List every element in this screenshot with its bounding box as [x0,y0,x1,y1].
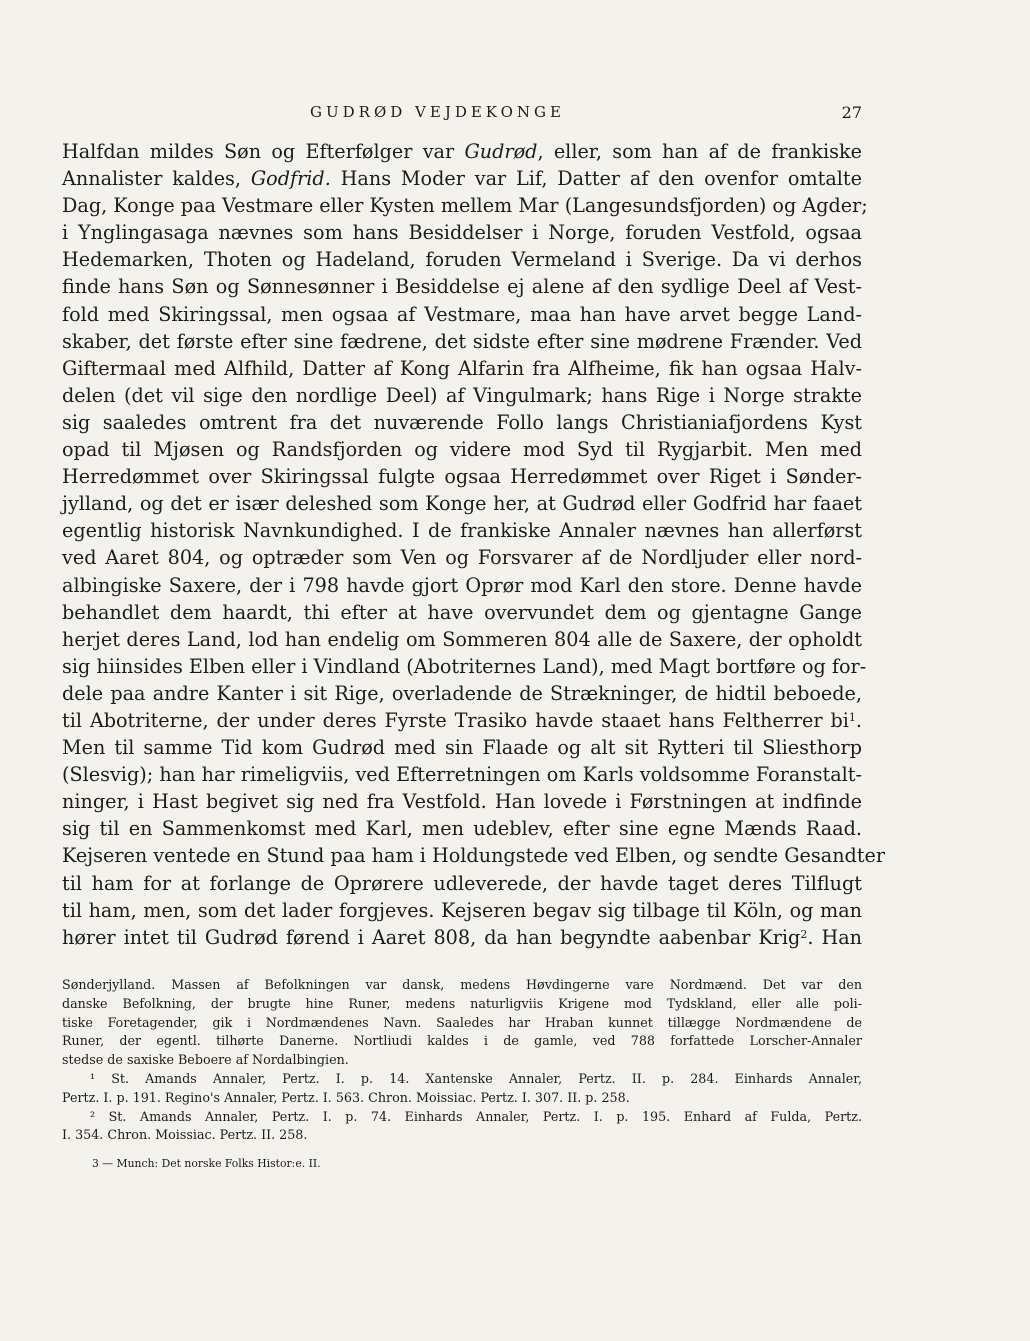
footnote-line: stedse de saxiske Beboere af Nordalbingien. [62,1052,349,1068]
body-line: Men til samme Tid kom Gudrød med sin Flaade og alt sit Rytteri til Sliesthorp [62,736,862,760]
footnote-line: tiske Foretagender, gik i Nordmændenes Navn. Saaledes har Hraban kunnet tillægge Nordmændene de [62,1014,862,1030]
body-line: Halfdan mildes Søn og Efterfølger var Gudrød, eller, som han af de frankiske [62,140,862,163]
body-line: til Abotriterne, der under deres Fyrste Trasiko havde staaet hans Feltherrer $bi^1$. [62,708,862,732]
body-text [62,138,886,951]
body-line: i Ynglingasaga nævnes som hans Besiddelser i Norge, foruden Vestfold, ogsaa [62,221,862,245]
body-line: opad til Mjøsen og Randsfjorden og videre mod Syd til Rygjarbit. Men med [62,438,862,462]
body-line: fold med Skiringssal, men ogsaa af Vestmare, maa han have arvet begge Land- [62,302,862,326]
footnote-ref-2[interactable]: 2 [800,927,808,941]
body-line: albingiske Saxere, der i 798 havde gjort Oprør mod Karl den store. Denne havde [62,573,862,597]
body-line: egentlig historisk Navnkundighed. I de frankiske Annaler nævnes han allerførst [62,519,862,543]
signature-line: 3 — Munch: Det norske Folks Histor:e. II. [92,1157,321,1170]
body-line: delen (det vil sige den nordlige Deel) af Vingulmark; hans Rige i Norge strakte [62,383,862,407]
body-line: finde hans Søn og Sønnesønner i Besiddelse ej alene af den sydlige Deel af Vest- [62,275,862,299]
body-line: Hedemarken, Thoten og Hadeland, foruden Vermeland i Sverige. Da vi derhos [62,248,862,272]
body-line: til ham, men, som det lader forgjeves. Kejseren begav sig tilbage til Köln, og man [62,898,862,922]
body-line: dele paa andre Kanter i sit Rige, overladende de Strækninger, de hidtil beboede, [62,681,862,705]
body-line: Dag, Konge paa Vestmare eller Kysten mellem Mar (Langesundsfjorden) og Agder; [62,194,868,218]
body-line: til ham for at forlange de Oprørere udleverede, der havde taget deres Tilflugt [62,871,862,895]
body-line: skaber, det første efter sine fædrene, det sidste efter sine mødrene Frænder. Ved [62,329,862,353]
name-godfrid: Godfrid. [250,167,331,191]
footnote-2-line: I. 354. Chron. Moissiac. Pertz. II. 258. [62,1127,308,1143]
body-line: ved Aaret 804, og optræder som Ven og Forsvarer af de Nordljuder eller nord- [62,546,862,570]
body-line: sig til en Sammenkomst med Karl, men udeblev, efter sine egne Mænds Raad. [62,817,862,841]
footnote-1: ¹ St. Amands Annaler, Pertz. I. p. 14. Xantenske Annaler, Pertz. II. p. 284. Einhards Annaler, [90,1070,862,1086]
footnote-ref-1[interactable]: 1 [848,710,856,724]
body-line: (Slesvig); han har rimeligviis, ved Efterretningen om Karls voldsomme Foranstalt- [62,763,862,787]
footnote-2: ² St. Amands Annaler, Pertz. I. p. 74. Einhards Annaler, Pertz. I. p. 195. Enhard af Fulda, Pertz. [90,1108,862,1124]
body-line: sig saaledes omtrent fra det nuværende Follo langs Christianiafjordens Kyst [62,410,862,434]
body-line: Herredømmet over Skiringssal fulgte ogsaa Herredømmet over Riget i Sønder- [62,465,862,489]
body-line: jylland, og det er især deleshed som Konge her, at Gudrød eller Godfrid har faaet [62,492,862,516]
body-line: Giftermaal med Alfhild, Datter af Kong Alfarin fra Alfheime, fik han ogsaa Halv- [62,356,862,380]
name-gudrod: Gudrød [464,140,538,163]
body-line: hører intet til Gudrød førend i Aaret 808, da han begyndte aabenbar Krig$^2$. Han [62,925,862,949]
body-line: ninger, i Hast begivet sig ned fra Vestfold. Han lovede i Førstningen at indfinde [62,790,862,814]
page-number: 27 [841,103,862,122]
body-line: Kejseren ventede en Stund paa ham i Holdungstede ved Elben, og sendte Gesandter [62,844,886,868]
footnote-line: Runer, der egentl. tilhørte Danerne. Nortliudi kaldes i de gamle, ved 788 forfattede Lorscher-Annaler [62,1033,862,1049]
body-line: sig hiinsides Elben eller i Vindland (Abotriternes Land), med Magt bortføre og for- [62,654,867,678]
body-line: behandlet dem haardt, thi efter at have overvundet dem og gjentagne Gange [62,600,862,624]
footnotes [62,976,862,1145]
footnote-line: danske Befolkning, der brugte hine Runer, medens naturligviis Krigene mod Tydskland, eller alle poli- [62,995,862,1011]
running-title: GUDRØD VEJDEKONGE [310,103,565,121]
footnote-line: Sønderjylland. Massen af Befolkningen var dansk, medens Høvdingerne vare Nordmænd. Det var den [62,977,862,992]
body-line: Annalister kaldes, Godfrid. Hans Moder var Lif, Datter af den ovenfor omtalte [62,167,862,191]
footnote-1-line: Pertz. I. p. 191. Regino's Annaler, Pertz. I. 563. Chron. Moissiac. Pertz. I. 307. II. p. 258. [62,1089,630,1105]
body-line: herjet deres Land, lod han endelig om Sommeren 804 alle de Saxere, der opholdt [62,627,862,651]
